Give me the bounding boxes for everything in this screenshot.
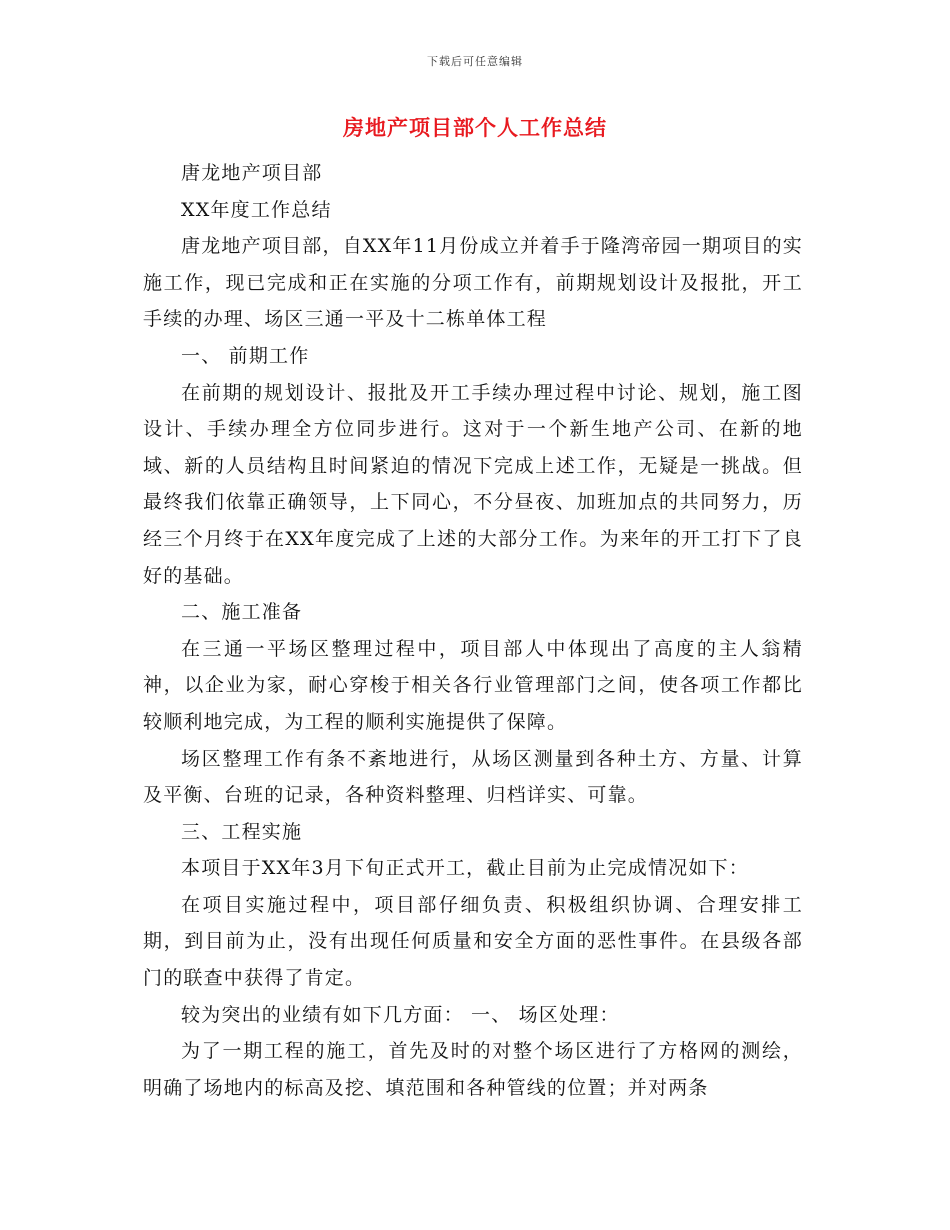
section-heading-preparation: 二、施工准备 bbox=[181, 601, 303, 624]
section-heading-preliminary: 一、 前期工作 bbox=[181, 344, 310, 367]
header-note: 下载后可任意编辑 bbox=[427, 55, 523, 68]
section-heading-implementation: 三、工程实施 bbox=[181, 820, 303, 843]
paragraph-process: 在项目实施过程中，项目部仔细负责、积极组织协调、合理安排工期，到目前为止，没有出现任何质量和安全方面的恶性事件。在县级各部门的联查中获得了肯定。 bbox=[143, 893, 803, 990]
paragraph-intro: 唐龙地产项目部，自XX年11月份成立并着手于隆湾帝园一期项目的实施工作，现已完成和正在实施的分项工作有，前期规划设计及报批，开工手续的办理、场区三通一平及十二栋单体工程 bbox=[143, 235, 803, 331]
paragraph-preparation: 在三通一平场区整理过程中，项目部人中体现出了高度的主人翁精神，以企业为家，耐心穿梭于相关各行业管理部门之间，使各项工作都比较顺利地完成，为工程的顺利实施提供了保障。 bbox=[143, 637, 803, 733]
paragraph-preliminary: 在前期的规划设计、报批及开工手续办理过程中讨论、规划，施工图设计、手续办理全方位同步进行。这对于一个新生地产公司、在新的地域、新的人员结构且时间紧迫的情况下完成上述工作，无疑是一挑战。但最终我们依靠正确领导，上下同心，不分昼夜、加班加点的共同努力，历经三个月终于在XX年度完成了上述的大部分工作。为来年的开工打下了良好的基础。 bbox=[143, 381, 803, 587]
paragraph-annual-summary: XX年度工作总结 bbox=[181, 198, 332, 221]
paragraph-achievements: 较为突出的业绩有如下几方面： 一、 场区处理： bbox=[181, 1003, 620, 1026]
document-title: 房地产项目部个人工作总结 bbox=[343, 116, 607, 140]
paragraph-start: 本项目于XX年3月下旬正式开工，截止目前为止完成情况如下： bbox=[181, 857, 749, 880]
paragraph-survey: 为了一期工程的施工，首先及时的对整个场区进行了方格网的测绘，明确了场地内的标高及挖、填范围和各种管线的位置；并对两条 bbox=[143, 1040, 803, 1099]
paragraph-department: 唐龙地产项目部 bbox=[181, 162, 323, 184]
paragraph-site-work: 场区整理工作有条不紊地进行，从场区测量到各种土方、方量、计算及平衡、台班的记录，各种资料整理、归档详实、可靠。 bbox=[143, 747, 803, 807]
document-body bbox=[143, 155, 803, 1106]
